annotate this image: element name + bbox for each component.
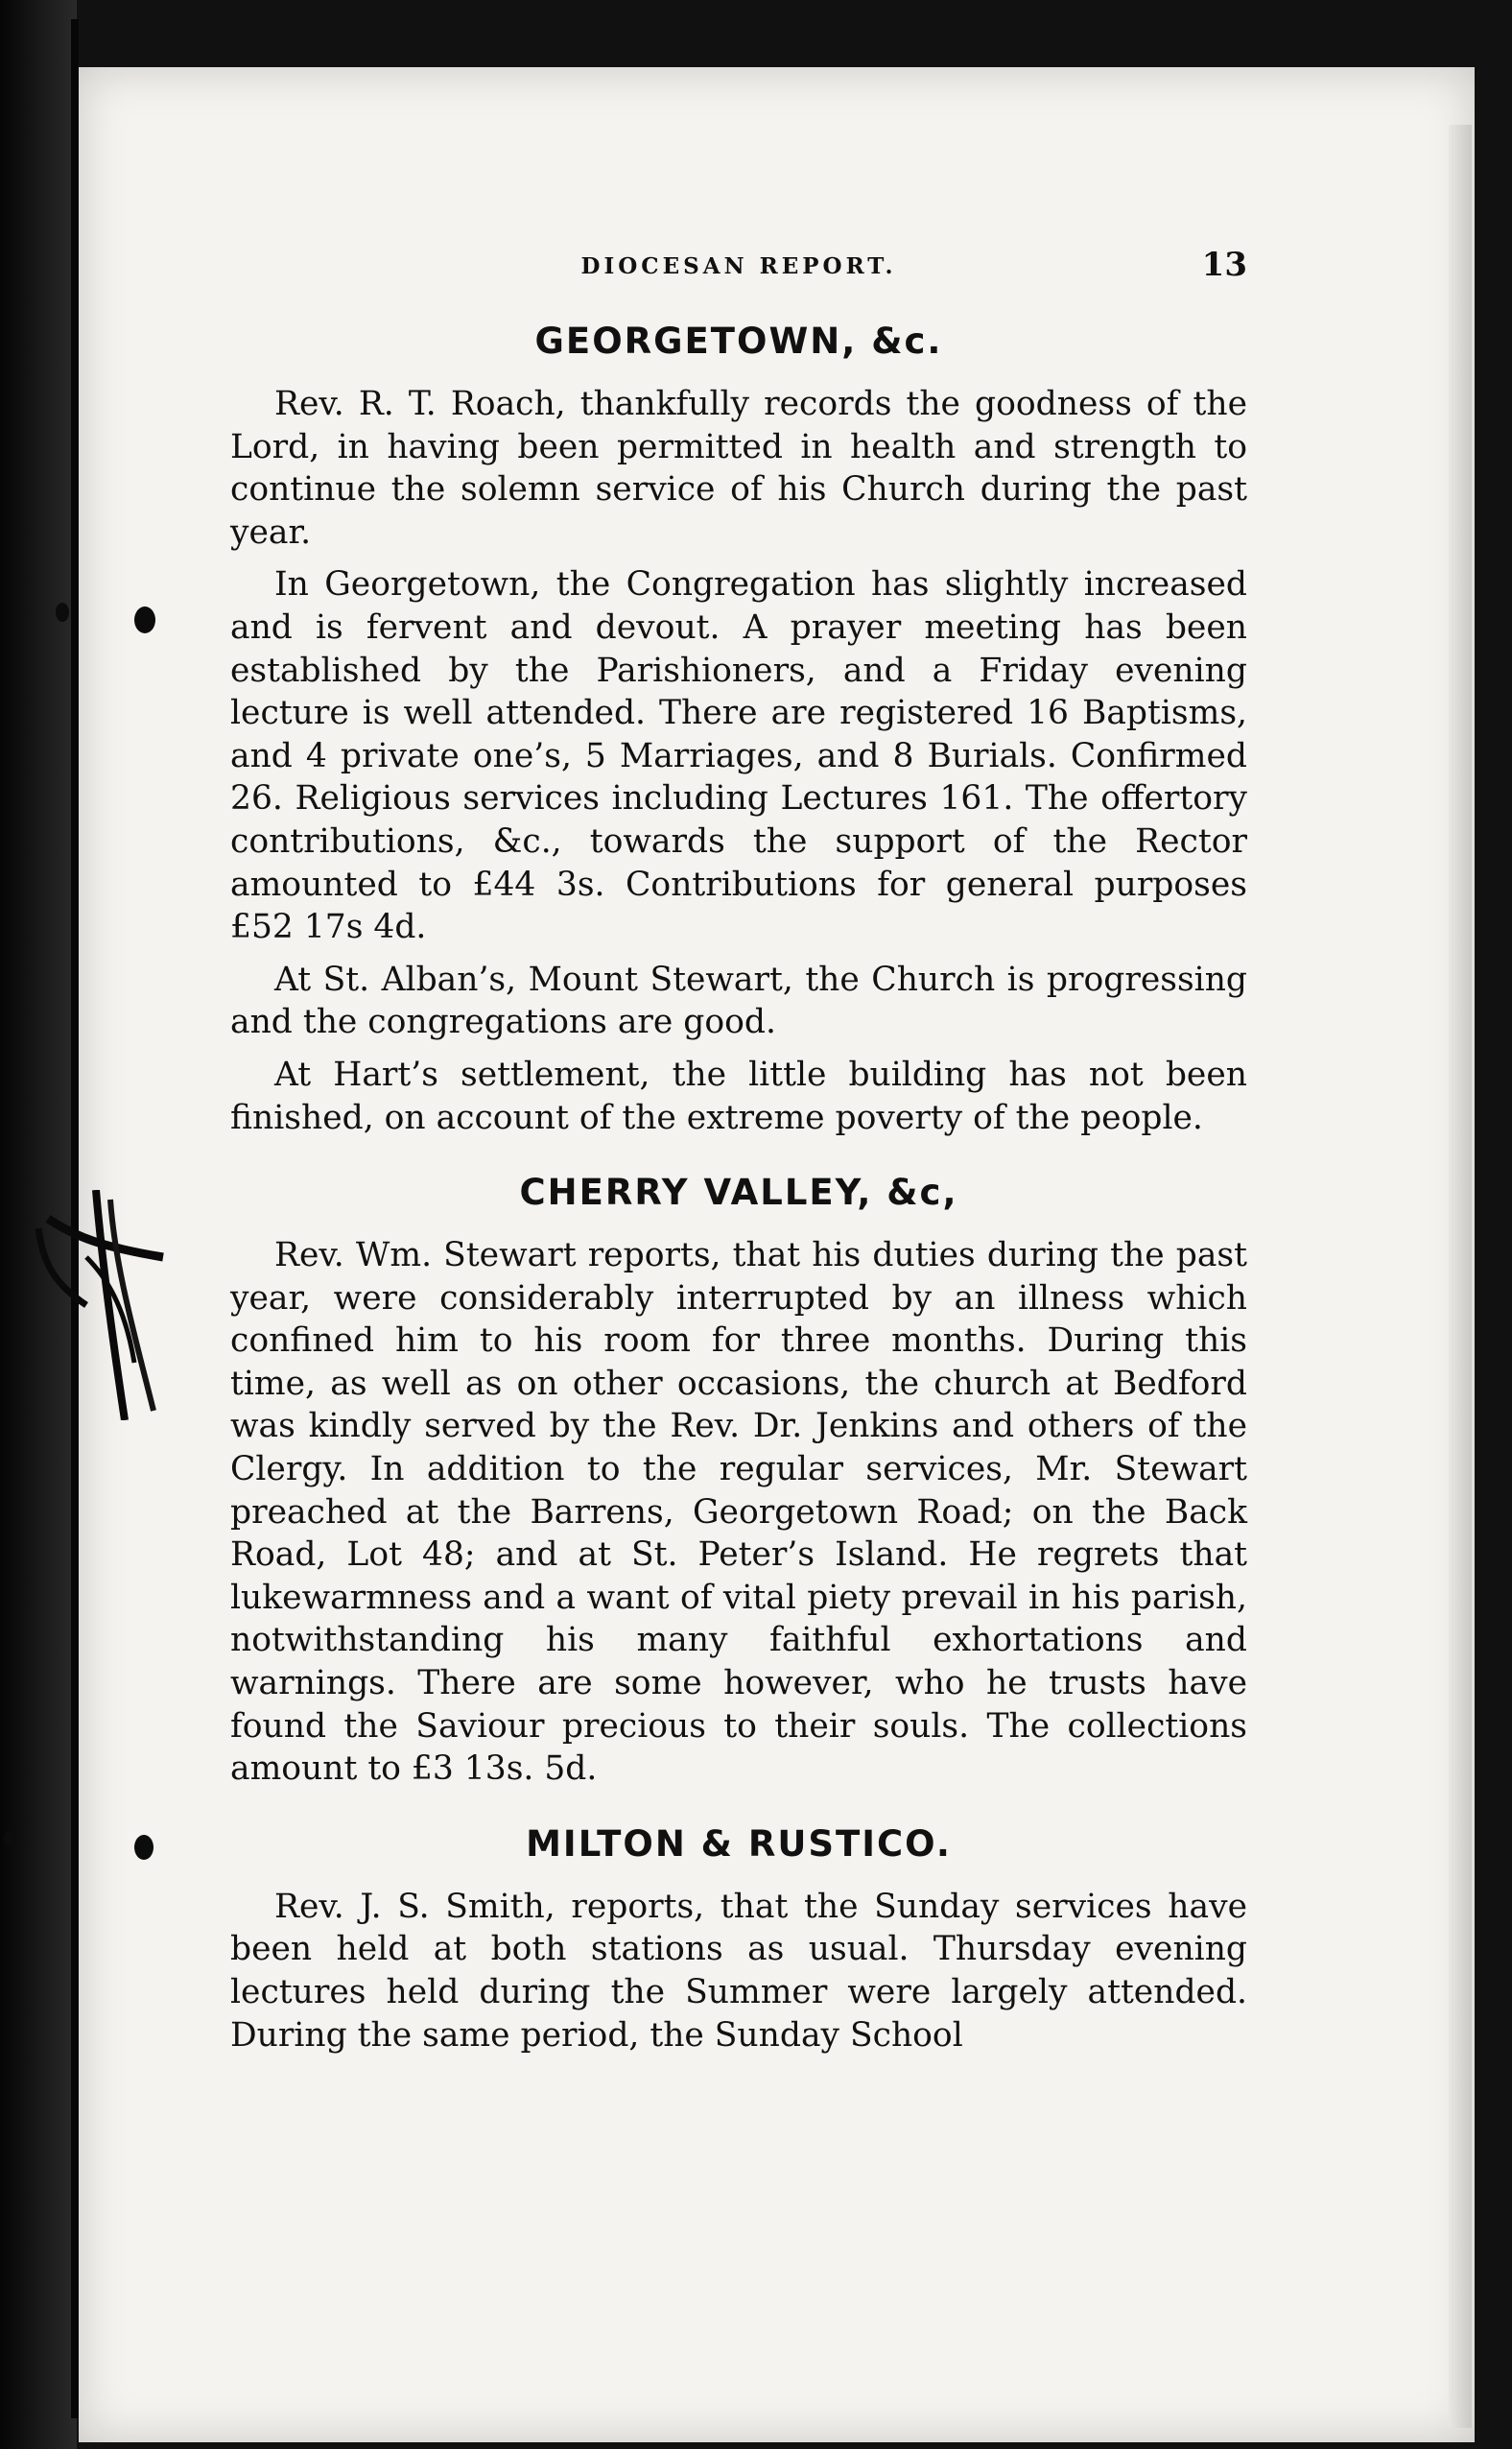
paragraph: At St. Alban’s, Mount Stewart, the Church is progressing and the congregations are good. — [230, 960, 1247, 1042]
paragraph: Rev. J. S. Smith, reports, that the Sunday services have been held at both stations as usual. Thursday evening lectures held during the Summer were largely attended. During the same period, the Sunday School — [230, 1887, 1247, 2055]
section-title-milton-rustico: MILTON & RUSTICO. — [526, 1822, 952, 1865]
running-title: DIOCESAN REPORT. — [580, 253, 897, 279]
paragraph: Rev. Wm. Stewart reports, that his duties during the past year, were considerably interrupted by an illness which confined him to his room for three months. During this time, as well as on other occasions, the church at Bedford was kindly served by the Rev. Dr. Jenkins and others of the Clergy. In addition to the regular services, Mr. Stewart preached at the Barrens, Georgetown Road; on the Back Road, Lot 48; and at St. Peter’s Island. He regrets that lukewarmness and a want of vital piety prevail in his parish, notwithstanding his many faithful exhortations and warnings. There are some however, who he trusts have found the Saviour precious to their souls. The collections amount to £3 13s. 5d. — [230, 1236, 1247, 1789]
section-gap — [230, 1800, 1247, 1823]
paragraph: In Georgetown, the Congregation has slightly increased and is fervent and devout. A prayer meeting has been established by the Parishioners, and a Friday evening lecture is well attended. There are registered 16 Baptisms, and 4 private one’s, 5 Marriages, and 8 Burials. Confirmed 26. Religious services including Lectures 161. The offertory contributions, &c., towards the support of the Rector amounted to £44 3s. Contributions for general purposes £52 17s 4d. — [230, 565, 1247, 947]
paragraph: Rev. R. T. Roach, thankfully records the goodness of the Lord, in having been permitted in health and strength to continue the solemn service of his Church during the past year. — [230, 385, 1247, 552]
stitch-hole-top — [134, 606, 155, 633]
running-header — [230, 240, 1247, 297]
binding-thread-icon — [19, 1190, 173, 1420]
section-title-georgetown: GEORGETOWN, &c. — [534, 321, 943, 362]
stitch-mark-left-bottom — [4, 1831, 15, 1846]
section-title-cherry-valley: CHERRY VALLEY, &c, — [519, 1172, 958, 1214]
paragraph: At Hart’s settlement, the little building has not been finished, on account of the extreme poverty of the people. — [230, 1055, 1247, 1137]
page-edge — [1449, 125, 1472, 2428]
page-text — [230, 240, 1247, 2066]
stitch-hole-bottom — [134, 1835, 154, 1860]
section-gap — [230, 1149, 1247, 1172]
stitch-mark-left-top — [56, 603, 69, 622]
page-number: 13 — [1201, 246, 1247, 284]
